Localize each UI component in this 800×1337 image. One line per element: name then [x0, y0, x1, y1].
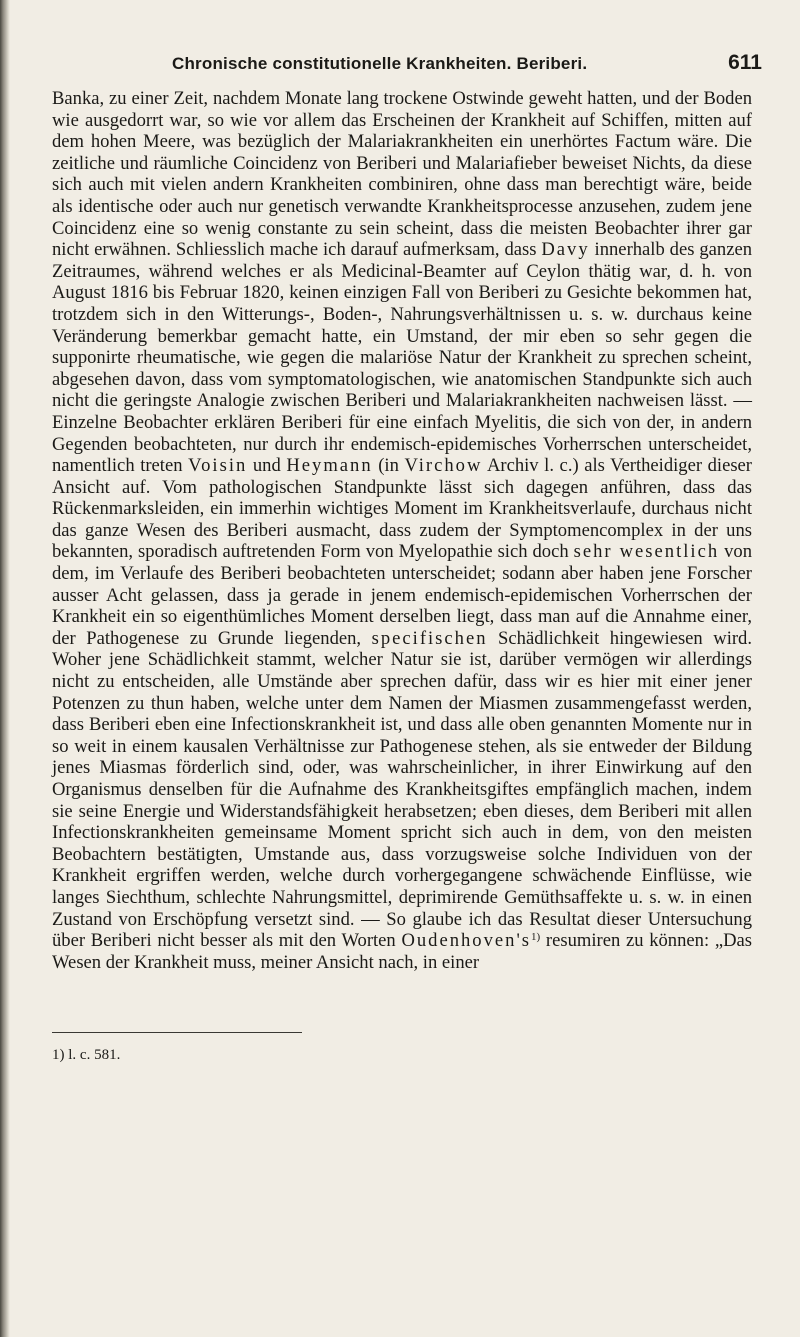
footnote-rule [52, 1032, 302, 1033]
footnote-reference: 1) [531, 931, 541, 944]
emphasis-specifischen: specifischen [371, 627, 488, 649]
author-name-davy: Davy [541, 239, 590, 261]
body-text [52, 88, 752, 973]
text-segment: Schädlichkeit hingewiesen wird. Woher jene Schädlichkeit stammt, welcher Natur sie ist, darüber vermögen wir allerdings nicht zu entscheiden, alle Umstände aber sprechen dafür, dass wir es hier mit einer jener Potenzen zu thun haben, welche unter dem Namen der Miasmen zusammengefasst werden, dass Beriberi eben eine Infectionskrankheit ist, und dass alle oben genannten Momente nur in so weit in einem kausalen Verhältnisse zur Pathogenese stehen, als sie entweder der Bildung jenes Miasmas förderlich sind, oder, was wahrscheinlicher, in ihrer Einwirkung auf den Organismus denselben für die Aufnahme des Krankheitsgiftes empfänglich machen, indem sie seine Energie und Widerstandsfähigkeit herabsetzen; eben dieses, dem Beriberi mit allen Infectionskrankheiten gemeinsame Moment spricht sich auch in dem, von den meisten Beobachtern bestätigten, Umstande aus, dass vorzugsweise solche Individuen von der Krankheit ergriffen werden, welche durch vorhergegangene schwächende Einflüsse, wie langes Siechthum, schlechte Nahrungsmittel, deprimirende Gemüthsaffekte u. s. w. in einen Zustand von Erschöpfung versetzt sind. — So glaube ich das Resultat dieser Untersuchung über Beriberi nicht besser als mit den Worten [52, 627, 752, 952]
author-name-virchow: Virchow [404, 455, 483, 477]
running-head [52, 52, 772, 80]
page-edge-shadow [0, 0, 10, 1337]
paragraph [52, 88, 752, 973]
text-segment: (in [372, 455, 405, 477]
text-segment: Archiv l. c.) als Vertheidiger dieser Ansicht auf. Vom pathologischen Standpunkte lässt sich dagegen anführen, dass das Rückenmarksleiden, ein immerhin wichtiges Moment im Krankheitsverlaufe, durchaus nicht das ganze Wesen des Beriberi ausmacht, dass zudem der Symptomencomplex in der uns bekannten, sporadisch auftretenden Form von Myelopathie sich doch [52, 455, 752, 563]
text-segment: und [247, 455, 287, 477]
text-segment: von dem, im Verlaufe des Beriberi beobachteten unterscheidet; sodann aber haben jene Forscher ausser Acht gelassen, dass ja gerade in jenem endemisch-epidemischen Vorherrschen der Krankheit ein so eigenthümliches Moment derselben liegt, dass man auf die Annahme einer, der Pathogenese zu Grunde liegenden, [52, 541, 753, 649]
text-segment: innerhalb des ganzen Zeitraumes, während welches er als Medicinal-Beamter auf Ceylon thätig war, d. h. von August 1816 bis Februar 1820, keinen einzigen Fall von Beriberi zu Gesichte bekommen hat, trotzdem sich in den Witterungs-, Boden-, Nahrungsverhältnissen u. s. w. durchaus keine Veränderung bemerkbar gemacht hatte, ein Umstand, der mir eben so sehr gegen die supponirte rheumatische, wie gegen die malariöse Natur der Krankheit zu sprechen scheint, abgesehen davon, dass vom symptomatologischen, wie anatomischen Standpunkte sich auch nicht die geringste Analogie zwischen Beriberi und Malariakrankheiten nachweisen lässt. — Einzelne Beobachter erklären Beriberi für eine einfach Myelitis, die sich von der, in andern Gegenden beobachteten, nur durch ihr endemisch-epidemisches Vorherrschen unterscheidet, namentlich treten [52, 239, 752, 477]
author-name-oudenhoven: Oudenhoven's [401, 930, 532, 952]
text-segment: Banka, zu einer Zeit, nachdem Monate lang trockene Ostwinde geweht hatten, und der Boden wie ausgedorrt war, so wie vor allem das Erscheinen der Krankheit auf Schiffen, mitten auf dem hohen Meere, was bezüglich der Malariakrankheiten ein unerhörtes Factum wäre. Die zeitliche und räumliche Coincidenz von Beriberi und Malariafieber beweiset Nichts, da diese sich auch mit vielen andern Krankheiten combiniren, ohne dass man berechtigt wäre, beide als identische oder auch nur genetisch verwandte Krankheitsprocesse anzusehen, zudem jene Coincidenz eine so wenig constante zu sein scheint, dass die meisten Beobachter ihrer gar nicht erwähnen. Schliesslich mache ich darauf aufmerksam, dass [52, 88, 752, 261]
author-name-voisin: Voisin [188, 455, 248, 477]
author-name-heymann: Heymann [286, 455, 373, 477]
footnote [52, 1046, 120, 1064]
text-segment: resumiren zu können: „Das Wesen der Krankheit muss, meiner Ansicht nach, in einer [52, 930, 752, 973]
emphasis-wesentlich: sehr wesentlich [573, 541, 720, 563]
footnote-text: l. c. 581. [68, 1047, 121, 1063]
footnote-marker: 1) [52, 1047, 65, 1063]
running-title: Chronische constitutionelle Krankheiten. Beriberi. [172, 54, 588, 73]
page-number: 611 [728, 51, 762, 74]
